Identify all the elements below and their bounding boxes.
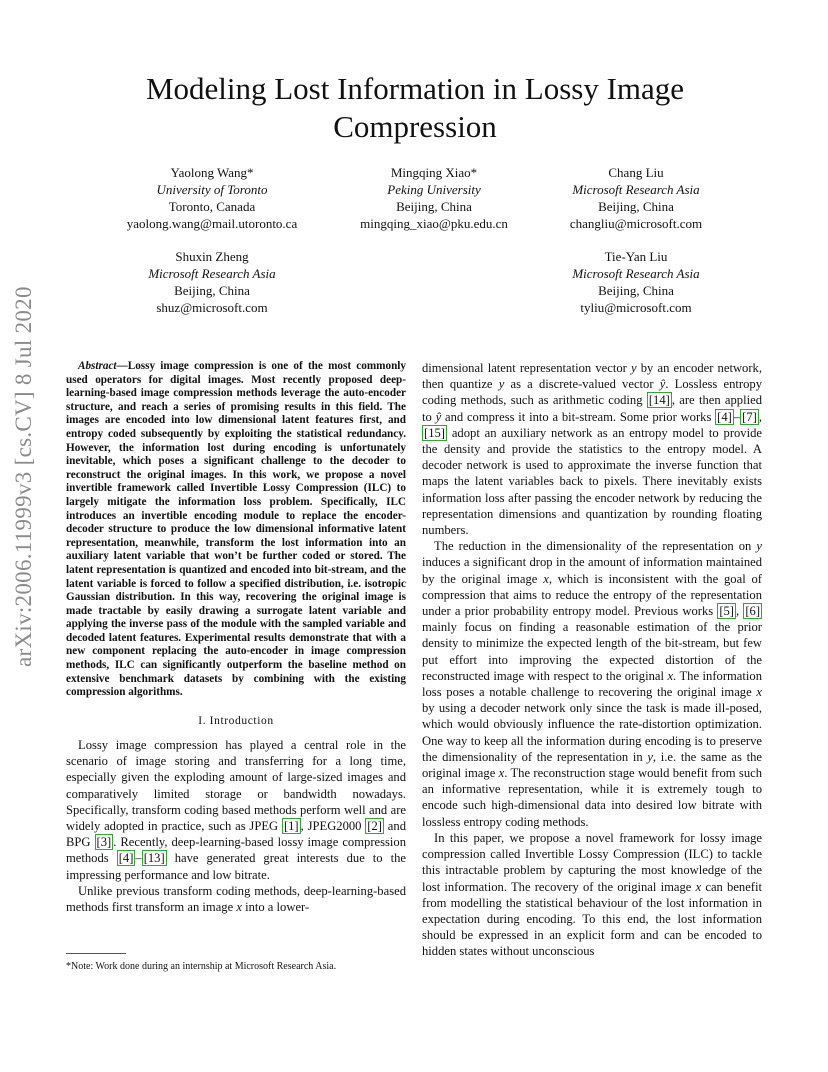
math-symbol: x [667,668,674,683]
math-symbol: x [543,571,549,586]
citation-link[interactable]: [3] [96,835,112,850]
math-symbol: ŷ [435,409,442,424]
body-paragraph: dimensional latent representation vector y by an encoder network, then quantize y as a discrete-valued vector ŷ. Lossless entropy coding methods, such as arithmetic coding [14] , are then applied to ŷ and compress it into a bit-stream. Some prior works [4] – [7] , [15] adopt an auxiliary network as an entropy model to provide the density and provide the statistics to the entropy model. A decoder network is used to approximate the inverse function that maps the latent variables back to pixels. There inevitably exists information loss after passing the encoder network by reducing the representation dimensions and quantization by rounding floating numbers. [422,361,762,538]
author-block [516,164,756,232]
citation-link[interactable]: [13] [143,851,165,866]
author-name: Mingqing Xiao* [390,165,478,180]
author-email[interactable]: mingqing_xiao@pku.edu.cn [360,216,508,231]
author-email[interactable]: yaolong.wang@mail.utoronto.ca [126,216,298,231]
math-symbol: x [695,879,702,894]
title-line-2: Compression [333,109,497,144]
title-line-1: Modeling Lost Information in Lossy Image [145,71,685,106]
math-symbol: y [647,749,653,764]
author-affiliation: University of Toronto [156,182,268,197]
author-name: Tie-Yan Liu [604,249,668,264]
author-block [92,164,332,232]
author-email[interactable]: changliu@microsoft.com [569,216,703,231]
author-affiliation: Microsoft Research Asia [572,182,700,197]
citation-link[interactable]: [4] [118,851,134,866]
citation-link[interactable]: [1] [283,819,299,834]
author-name: Chang Liu [608,165,664,180]
section-heading: I. Introduction [198,714,274,727]
author-location: Beijing, China [396,199,472,214]
body-paragraph: In this paper, we propose a novel framework for lossy image compression called Invertible Lossy Compression (ILC) to tackle this intractable problem by capturing the most knowledge of the lost information. The recovery of the original image x can benefit from modelling the statistical behaviour of the lost information in expectation during encoding. To this end, the lost information should be expressed in an explicit form and can be encoded to hidden states without unconscious [422,830,762,959]
math-symbol: y [756,539,762,554]
author-affiliation: Microsoft Research Asia [572,266,700,281]
math-symbol: y [498,377,505,392]
math-symbol: ŷ [659,377,666,392]
author-email[interactable]: shuz@microsoft.com [156,300,268,315]
abstract-label: Abstract [78,360,117,372]
author-location: Beijing, China [174,283,250,298]
math-symbol: x [756,685,762,700]
math-symbol: x [498,766,505,781]
right-column [422,360,762,960]
citation-link[interactable]: [7] [742,409,757,424]
abstract-text: —Lossy image compression is one of the most commonly used operators for digital images. Most recently proposed deep-learning-based image compression methods leverage the auto-encoder structure, and reach a series of promising results in this field. The images are encoded into low dimensional latent features first, and entropy coded subsequently by exploiting the statistical redundancy. However, the information lost during encoding is unfortunately inevitable, which poses a significant challenge to the decoder to reconstruct the original images. In this work, we propose a novel invertible framework called Invertible Lossy Compression (ILC) to largely mitigate the information loss problem. Specifically, ILC introduces an invertible encoding module to replace the encoder-decoder structure to produce the low dimensional informative latent representation, meanwhile, transform the lost information into an auxiliary latent variable that won’t be further coded or stored. The latent representation is quantized and encoded into bit-stream, and the latent variable is forced to follow a specified distribution, i.e. isotropic Gaussian distribution. In this way, recovering the original image is made tractable by easily drawing a surrogate latent variable and applying the inverse pass of the module with the sampled variable and decoded latent features. Experimental results demonstrate that with a new component replacing the auto-encoder in image compression methods, ILC can significantly outperform the baseline method on extensive benchmark datasets by combining with the existing compression algorithms. [66,360,406,699]
left-column [66,360,406,915]
body-paragraph: The reduction in the dimensionality of the representation on y induces a significant drop in the amount of information maintained by the original image x, which is inconsistent with the goal of compression that aims to reduce the entropy of the representation under a prior probability entropy model. Previous works [5] , [6] mainly focus on finding a reasonable estimation of the prior density to minimize the expected length of the bit-stream, but few put effort into improving the expected distortion of the reconstructed image with respect to the original x. The information loss poses a notable challenge to recovering the original image x by using a decoder network only since the task is made ill-posed, which would obviously influence the rate-distortion optimization. One way to keep all the information during encoding is to preserve the dimensionality of the representation in y, i.e. the same as the original image x. The reconstruction stage would benefit from such an informative representation, while it is extremely tough to encode such high-dimensional data into desired low bitrate with lossless entropy coding methods. [422,539,763,829]
author-block [92,248,332,316]
footnote: *Note: Work done during an internship at Microsoft Research Asia. [66,961,337,972]
citation-link[interactable]: [15] [424,425,445,440]
citation-link[interactable]: [14] [648,393,670,408]
author-affiliation: Microsoft Research Asia [148,266,276,281]
author-location: Beijing, China [598,283,674,298]
author-location: Beijing, China [598,199,674,214]
author-affiliation: Peking University [387,182,481,197]
paper-title [60,70,770,146]
author-name: Shuxin Zheng [175,249,249,264]
arxiv-identifier: arXiv:2006.11999v3 [cs.CV] 8 Jul 2020 [11,286,36,667]
author-email[interactable]: tyliu@microsoft.com [580,300,692,315]
citation-link[interactable]: [2] [367,819,382,834]
author-location: Toronto, Canada [168,199,256,214]
author-block [516,248,756,316]
citation-link[interactable]: [6] [745,604,761,619]
footnote-rule [66,953,126,954]
abstract [66,360,406,700]
math-symbol: x [236,900,242,915]
intro-paragraph: Lossy image compression has played a central role in the scenario of image storing and transferring for a long time, especially given the exploding amount of large-sized images and comparatively limited storage or bandwidth nowadays. Specifically, transform coding based methods perform well and are widely adopted in practice, such as JPEG [1] , JPEG2000 [2] and BPG [3] . Recently, deep-learning-based lossy image compression methods [4] – [13] have generated great interests due to the impressing performance and low bitrate. [66,738,406,882]
author-name: Yaolong Wang* [170,165,254,180]
citation-link[interactable]: [5] [719,604,734,619]
citation-link[interactable]: [4] [717,409,732,424]
math-symbol: y [630,361,637,375]
intro-paragraph: Unlike previous transform coding methods, deep-learning-based methods first transform an image x into a lower- [66,883,406,915]
